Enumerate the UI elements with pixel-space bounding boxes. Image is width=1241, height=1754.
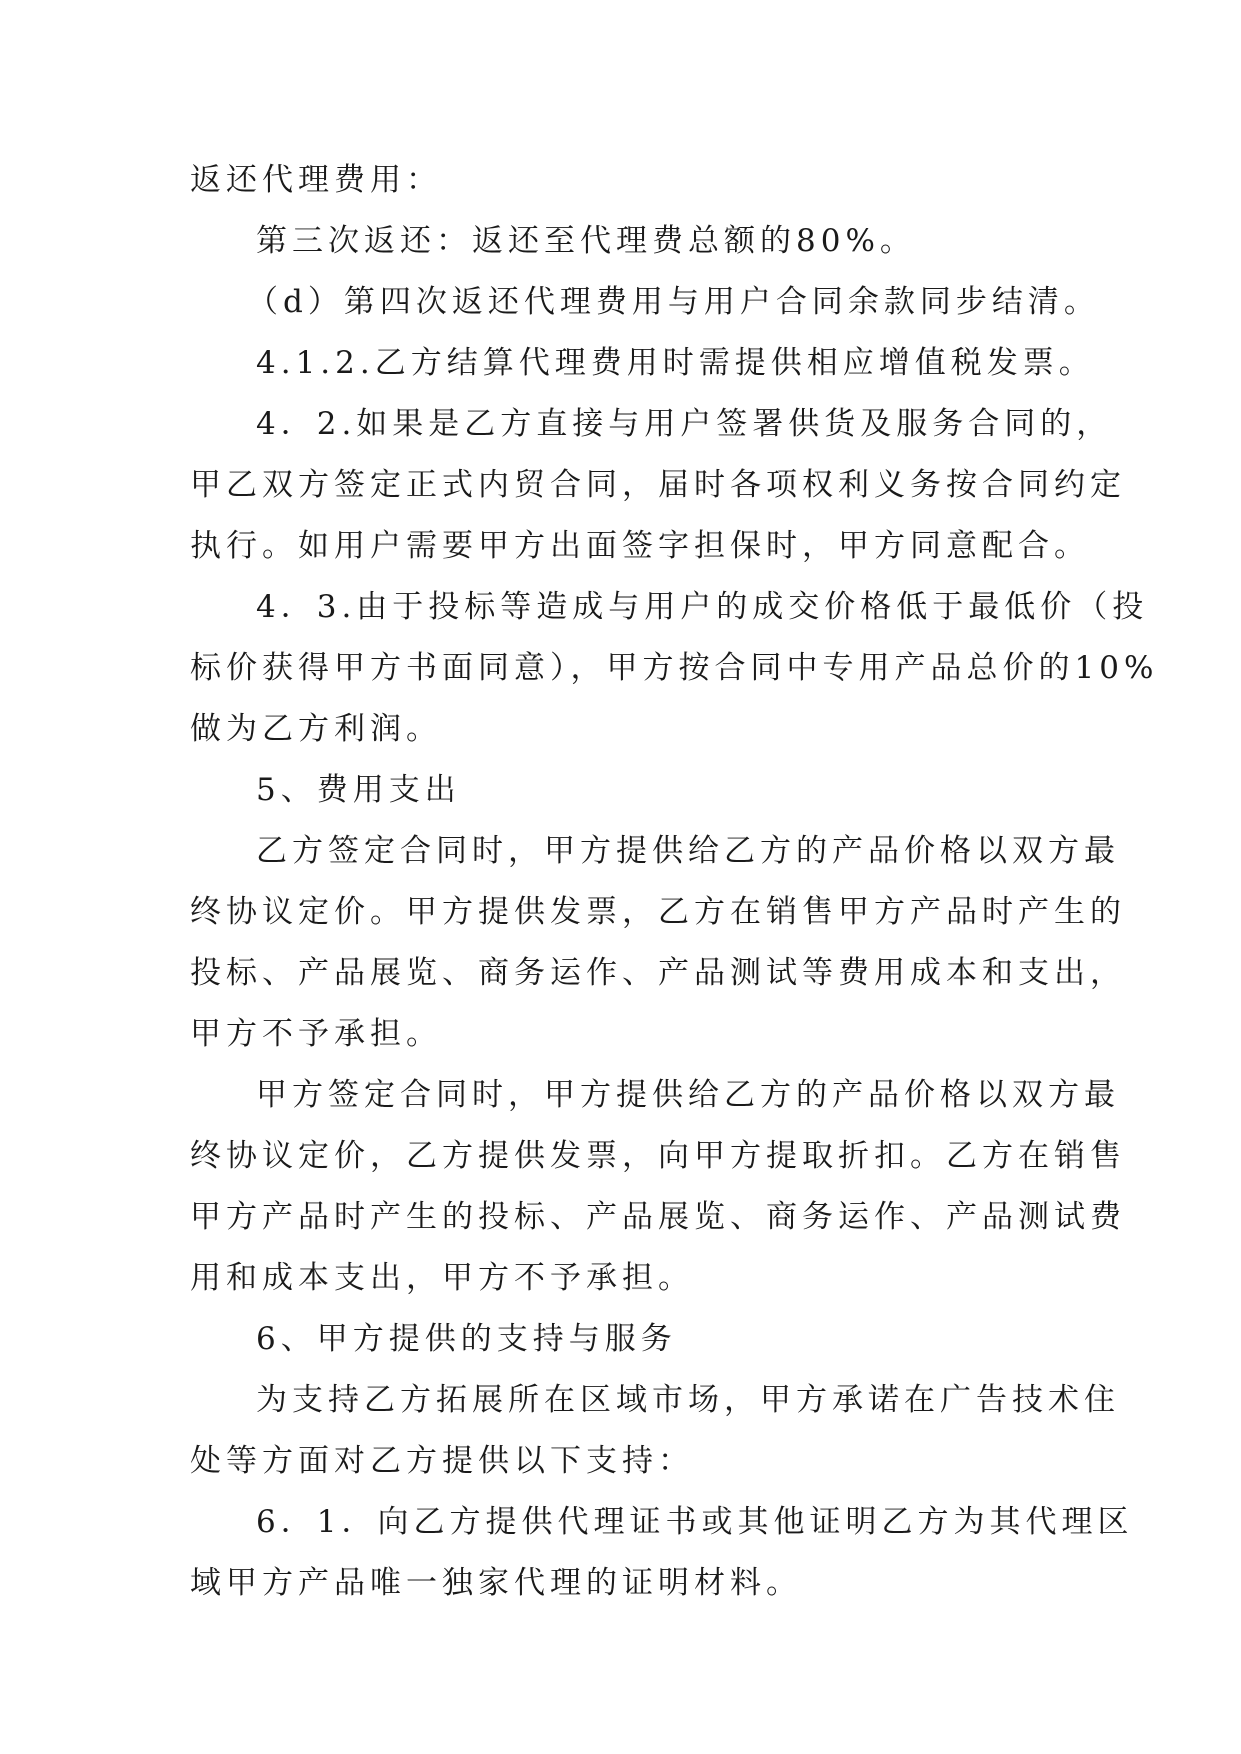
text-line: 为支持乙方拓展所在区域市场，甲方承诺在广告技术住 [256,1382,1120,1418]
text-line: 甲方产品时产生的投标、产品展览、商务运作、产品测试费 [190,1199,1126,1235]
text-line: 返还代理费用： [190,162,442,198]
text-line: 终协议定价。甲方提供发票，乙方在销售甲方产品时产生的 [190,894,1126,930]
text-line: （d）第四次返还代理费用与用户合同余款同步结清。 [247,284,1100,320]
text-line: 标价获得甲方书面同意），甲方按合同中专用产品总价的10% [190,650,1159,686]
text-line: 乙方签定合同时，甲方提供给乙方的产品价格以双方最 [256,833,1120,869]
text-line: 做为乙方利润。 [190,711,442,747]
text-line: 4．2.如果是乙方直接与用户签署供货及服务合同的， [256,406,1113,442]
section-heading: 5、费用支出 [256,772,461,808]
text-line: 投标、产品展览、商务运作、产品测试等费用成本和支出， [190,955,1126,991]
text-line: 6．1．向乙方提供代理证书或其他证明乙方为其代理区 [256,1504,1134,1540]
text-line: 处等方面对乙方提供以下支持： [190,1443,694,1479]
text-line: 终协议定价，乙方提供发票，向甲方提取折扣。乙方在销售 [190,1138,1126,1174]
text-line: 用和成本支出，甲方不予承担。 [190,1260,694,1296]
text-line: 域甲方产品唯一独家代理的证明材料。 [190,1565,802,1601]
text-line: 4.1.2.乙方结算代理费用时需提供相应增值税发票。 [256,345,1095,381]
text-line: 执行。如用户需要甲方出面签字担保时，甲方同意配合。 [190,528,1090,564]
text-line: 甲乙双方签定正式内贸合同，届时各项权利义务按合同约定 [190,467,1126,503]
section-heading: 6、甲方提供的支持与服务 [256,1321,677,1357]
document-body [190,150,1159,1614]
text-line: 第三次返还：返还至代理费总额的80%。 [256,223,916,259]
text-line: 4．3.由于投标等造成与用户的成交价格低于最低价（投 [256,589,1149,625]
text-line: 甲方签定合同时，甲方提供给乙方的产品价格以双方最 [256,1077,1120,1113]
text-line: 甲方不予承担。 [190,1016,442,1052]
